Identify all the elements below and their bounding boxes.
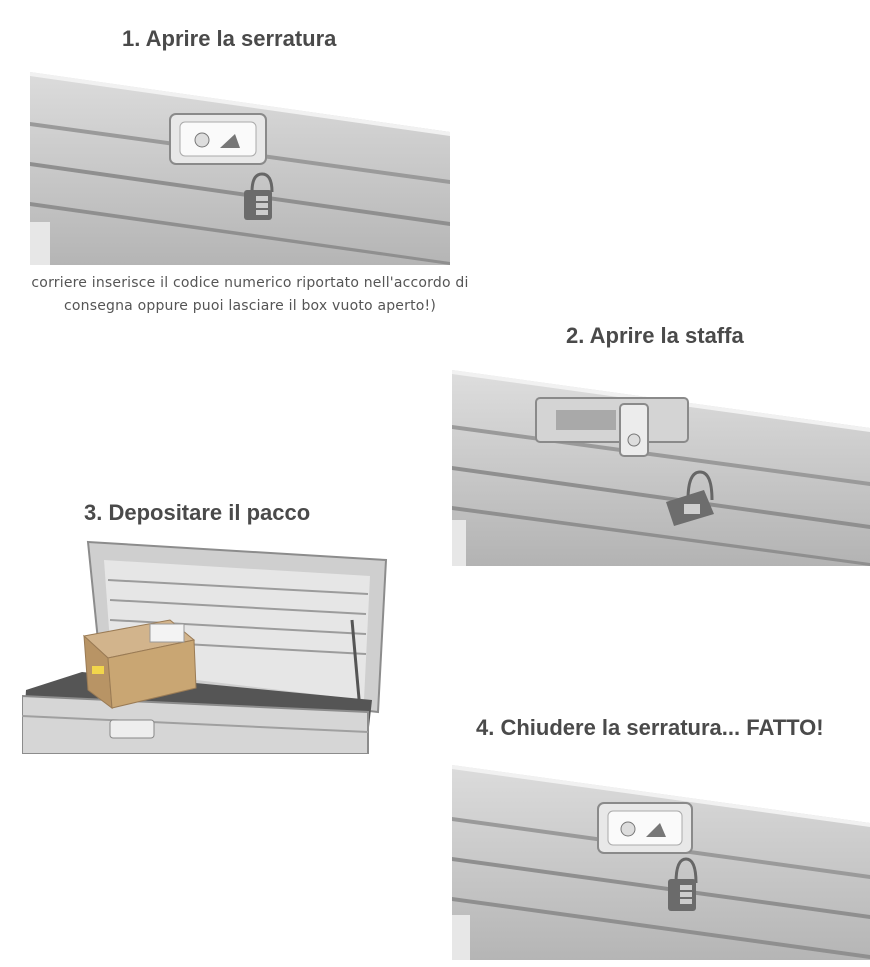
step-1-caption — [0, 272, 500, 318]
step-1-illustration — [30, 72, 450, 265]
step-3-title: 3. Depositare il pacco — [84, 500, 311, 525]
step-4-title: 4. Chiudere la serratura... FATTO! — [476, 715, 824, 740]
step-3-illustration — [22, 540, 390, 754]
step-2-title: 2. Aprire la staffa — [566, 323, 744, 348]
storage-box-icon — [22, 542, 386, 754]
caption-line-2: consegna oppure puoi lasciare il box vuoto aperto!) — [63, 298, 437, 314]
step-2-illustration — [452, 370, 870, 566]
caption-line-1: corriere inserisce il codice numerico riportato nell'accordo di — [31, 275, 469, 291]
latch-icon — [598, 803, 692, 853]
step-1-title: 1. Aprire la serratura — [122, 26, 337, 51]
step-4-illustration — [452, 765, 870, 960]
latch-icon — [170, 114, 266, 164]
